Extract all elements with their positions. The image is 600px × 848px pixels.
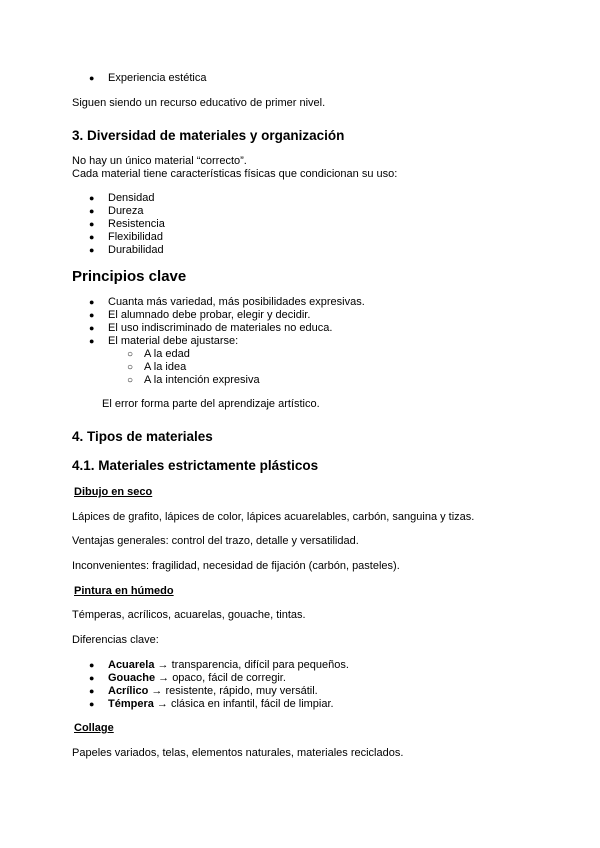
paragraph: Ventajas generales: control del trazo, detalle y versatilidad. [72,535,359,547]
note: El error forma parte del aprendizaje artístico. [102,398,320,410]
list-item: El alumnado debe probar, elegir y decidir. [108,309,311,321]
bullet-icon: ● [89,673,95,683]
sub-heading: Collage [74,722,114,734]
paragraph: Papeles variados, telas, elementos naturales, materiales reciclados. [72,747,404,759]
sub-heading: Dibujo en seco [74,486,153,498]
sub-list-item: A la intención expresiva [144,374,260,386]
paragraph: Lápices de grafito, lápices de color, lápices acuarelables, carbón, sanguina y tizas. [72,511,475,523]
bullet-icon: ● [89,297,95,307]
paragraph: Témperas, acrílicos, acuarelas, gouache, tintas. [72,609,306,621]
bullet-icon: ● [89,310,95,320]
bullet-icon: ● [89,323,95,333]
list-item: Cuanta más variedad, más posibilidades expresivas. [108,296,365,308]
list-item: Experiencia estética [108,72,207,84]
description: → resistente, rápido, muy versátil. [148,685,318,697]
list-item: Densidad [108,192,155,204]
list-item: Flexibilidad [108,231,164,243]
term: Acuarela [108,659,155,671]
list-item [108,659,349,672]
paragraph: Diferencias clave: [72,634,159,646]
section-heading: 4. Tipos de materiales [72,429,213,444]
list-item: Dureza [108,205,144,217]
bullet-icon: ● [89,206,95,216]
term: Acrílico [108,685,149,697]
sub-list-item: A la idea [144,361,187,373]
bullet-icon: ● [89,232,95,242]
paragraph: Siguen siendo un recurso educativo de primer nivel. [72,97,326,109]
bullet-icon: ● [89,193,95,203]
section-heading: Principios clave [72,268,187,285]
list-item [108,698,334,711]
list-item: El uso indiscriminado de materiales no educa. [108,322,333,334]
bullet-icon: ● [89,699,95,709]
subsection-heading: 4.1. Materiales estrictamente plásticos [72,458,319,473]
bullet-icon: ● [89,660,95,670]
list-item [108,685,318,698]
bullet-icon: ● [89,219,95,229]
sub-heading: Pintura en húmedo [74,585,174,597]
sub-list-item: A la edad [144,348,190,360]
term: Gouache [108,672,156,684]
description: → clásica en infantil, fácil de limpiar. [153,698,334,710]
list-item: Durabilidad [108,244,164,256]
bullet-icon: ● [89,73,95,83]
paragraph: No hay un único material “correcto”. [72,155,247,167]
bullet-icon: ● [89,686,95,696]
description: → transparencia, difícil para pequeños. [154,659,349,671]
list-item: El material debe ajustarse: [108,335,239,347]
bullet-icon: ● [89,245,95,255]
list-item [108,672,286,685]
term: Témpera [108,698,154,710]
description: → opaco, fácil de corregir. [155,672,286,684]
circle-bullet-icon: ○ [127,362,134,373]
paragraph: Inconvenientes: fragilidad, necesidad de fijación (carbón, pasteles). [72,560,400,572]
circle-bullet-icon: ○ [127,375,134,386]
paragraph: Cada material tiene características físicas que condicionan su uso: [72,168,398,180]
list-item: Resistencia [108,218,165,230]
section-heading: 3. Diversidad de materiales y organización [72,128,345,143]
circle-bullet-icon: ○ [127,349,134,360]
bullet-icon: ● [89,336,95,346]
